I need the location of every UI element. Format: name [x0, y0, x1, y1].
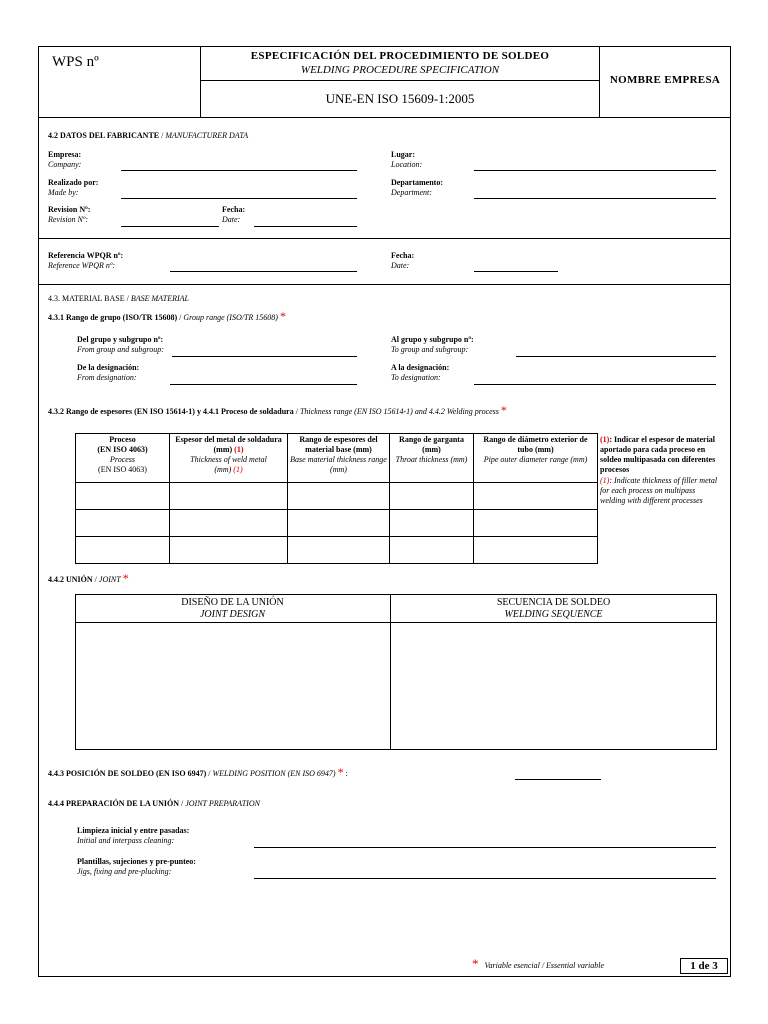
to-designation-field[interactable]	[474, 384, 716, 385]
header-divider	[38, 117, 730, 118]
from-group-label: Del grupo y subgrupo nº: From group and subgroup:	[77, 335, 164, 354]
header-hline	[200, 80, 600, 81]
welding-position-label: 4.4.3 POSICIÓN DE SOLDEO (EN ISO 6947) / WELDING POSITION (EN ISO 6947) * :	[48, 765, 348, 779]
table-cell[interactable]	[170, 537, 288, 564]
welding-sequence-area[interactable]	[391, 623, 715, 748]
cleaning-label: Limpieza inicial y entre pasadas: Initial and interpass cleaning:	[77, 826, 190, 845]
title-es: ESPECIFICACIÓN DEL PROCEDIMIENTO DE SOLDEO	[250, 50, 550, 62]
table-cell[interactable]	[474, 483, 598, 510]
date-field[interactable]	[254, 226, 357, 227]
department-field[interactable]	[474, 198, 716, 199]
essential-asterisk: *	[337, 765, 344, 779]
place-label: Lugar: Location:	[391, 150, 423, 169]
col-pipe-diameter: Rango de diámetro exterior de tubo (mm) Pipe outer diameter range (mm)	[474, 434, 598, 483]
table-cell[interactable]	[170, 510, 288, 537]
essential-asterisk: *	[279, 309, 286, 323]
from-designation-field[interactable]	[170, 384, 357, 385]
thickness-range-title: 4.3.2 Rango de espesores (EN ISO 15614-1) y 4.4.1 Proceso de soldadura / Thickness range (EN ISO 15614-1) and 4.4.2 Welding process *	[48, 403, 507, 417]
col-throat: Rango de garganta (mm) Throat thickness (mm)	[390, 434, 474, 483]
jigs-field[interactable]	[254, 878, 716, 879]
title-en: WELDING PROCEDURE SPECIFICATION	[300, 64, 500, 76]
company-field[interactable]	[121, 170, 357, 171]
table-row	[76, 537, 598, 564]
from-group-field[interactable]	[172, 356, 357, 357]
table-cell[interactable]	[288, 537, 390, 564]
wpqr-label: Referencia WPQR nº: Reference WPQR nº:	[48, 251, 124, 270]
divider-2	[38, 284, 730, 285]
table-cell[interactable]	[390, 510, 474, 537]
place-field[interactable]	[474, 170, 716, 171]
table-cell[interactable]	[76, 510, 170, 537]
wps-number-label: WPS nº	[52, 54, 99, 70]
welding-position-field[interactable]	[515, 779, 601, 780]
table-cell[interactable]	[76, 483, 170, 510]
revision-label: Revision Nº: Revision Nº:	[48, 205, 91, 224]
wpqr-date-label: Fecha: Date:	[391, 251, 415, 270]
page-number: 1 de 3	[680, 958, 728, 974]
table-row	[76, 483, 598, 510]
material-section-title: 4.3. MATERIAL BASE / BASE MATERIAL	[48, 294, 189, 303]
essential-asterisk: *	[500, 403, 507, 417]
table-cell[interactable]	[474, 537, 598, 564]
process-table-header	[76, 434, 598, 483]
table-cell[interactable]	[474, 510, 598, 537]
col-weld-thickness: Espesor del metal de soldadura (mm) (1) Thickness of weld metal (mm) (1)	[170, 434, 288, 483]
welding-sequence-header: SECUENCIA DE SOLDEO WELDING SEQUENCE	[496, 597, 611, 620]
joint-design-header: DISEÑO DE LA UNIÓN JOINT DESIGN	[181, 597, 284, 620]
company-label: Empresa: Company:	[48, 150, 82, 169]
wpqr-field[interactable]	[170, 271, 357, 272]
divider-1	[38, 238, 730, 239]
standard-label: UNE-EN ISO 15609-1:2005	[325, 91, 475, 106]
table-cell[interactable]	[170, 483, 288, 510]
revision-field[interactable]	[121, 226, 219, 227]
thickness-note: (1): Indicar el espesor de material aportado para cada proceso en soldeo multipasada con diferentes procesos (1): Indicate thickness of filler metal for each process on multipass welding with different processes	[600, 435, 718, 505]
table-cell[interactable]	[288, 483, 390, 510]
preparation-section-title: 4.4.4 PREPARACIÓN DE LA UNIÓN / JOINT PREPARATION	[48, 799, 260, 808]
from-designation-label: De la designación: From designation:	[77, 363, 140, 382]
table-cell[interactable]	[390, 483, 474, 510]
to-group-field[interactable]	[516, 356, 716, 357]
cleaning-field[interactable]	[254, 847, 716, 848]
department-label: Departamento: Department:	[391, 178, 443, 197]
essential-asterisk: *	[472, 956, 479, 971]
company-name: NOMBRE EMPRESA	[609, 74, 721, 86]
date-label: Fecha: Date:	[222, 205, 246, 224]
manufacturer-section-title: 4.2 DATOS DEL FABRICANTE / MANUFACTURER DATA	[48, 131, 249, 140]
process-table	[75, 433, 598, 564]
col-base-thickness: Rango de espesores del material base (mm) Base material thickness range (mm)	[288, 434, 390, 483]
group-range-title: 4.3.1 Rango de grupo (ISO/TR 15608) / Group range (ISO/TR 15608) *	[48, 309, 286, 323]
table-cell[interactable]	[390, 537, 474, 564]
made-by-label: Realizado por: Made by:	[48, 178, 99, 197]
to-group-label: Al grupo y subgrupo nº: To group and subgroup:	[391, 335, 474, 354]
jigs-label: Plantillas, sujeciones y pre-punteo: Jigs, fixing and pre-plucking:	[77, 857, 196, 876]
essential-asterisk: *	[122, 571, 129, 585]
to-designation-label: A la designación: To designation:	[391, 363, 450, 382]
col-process: Proceso (EN ISO 4063) Process (EN ISO 4063)	[76, 434, 170, 483]
table-cell[interactable]	[76, 537, 170, 564]
table-cell[interactable]	[288, 510, 390, 537]
table-row	[76, 510, 598, 537]
wpqr-date-field[interactable]	[474, 271, 558, 272]
made-by-field[interactable]	[121, 198, 357, 199]
footer-legend: * Variable esencial / Essential variable	[472, 956, 605, 971]
joint-section-title: 4.4.2 UNIÓN / JOINT *	[48, 571, 129, 585]
joint-design-area[interactable]	[76, 623, 390, 748]
